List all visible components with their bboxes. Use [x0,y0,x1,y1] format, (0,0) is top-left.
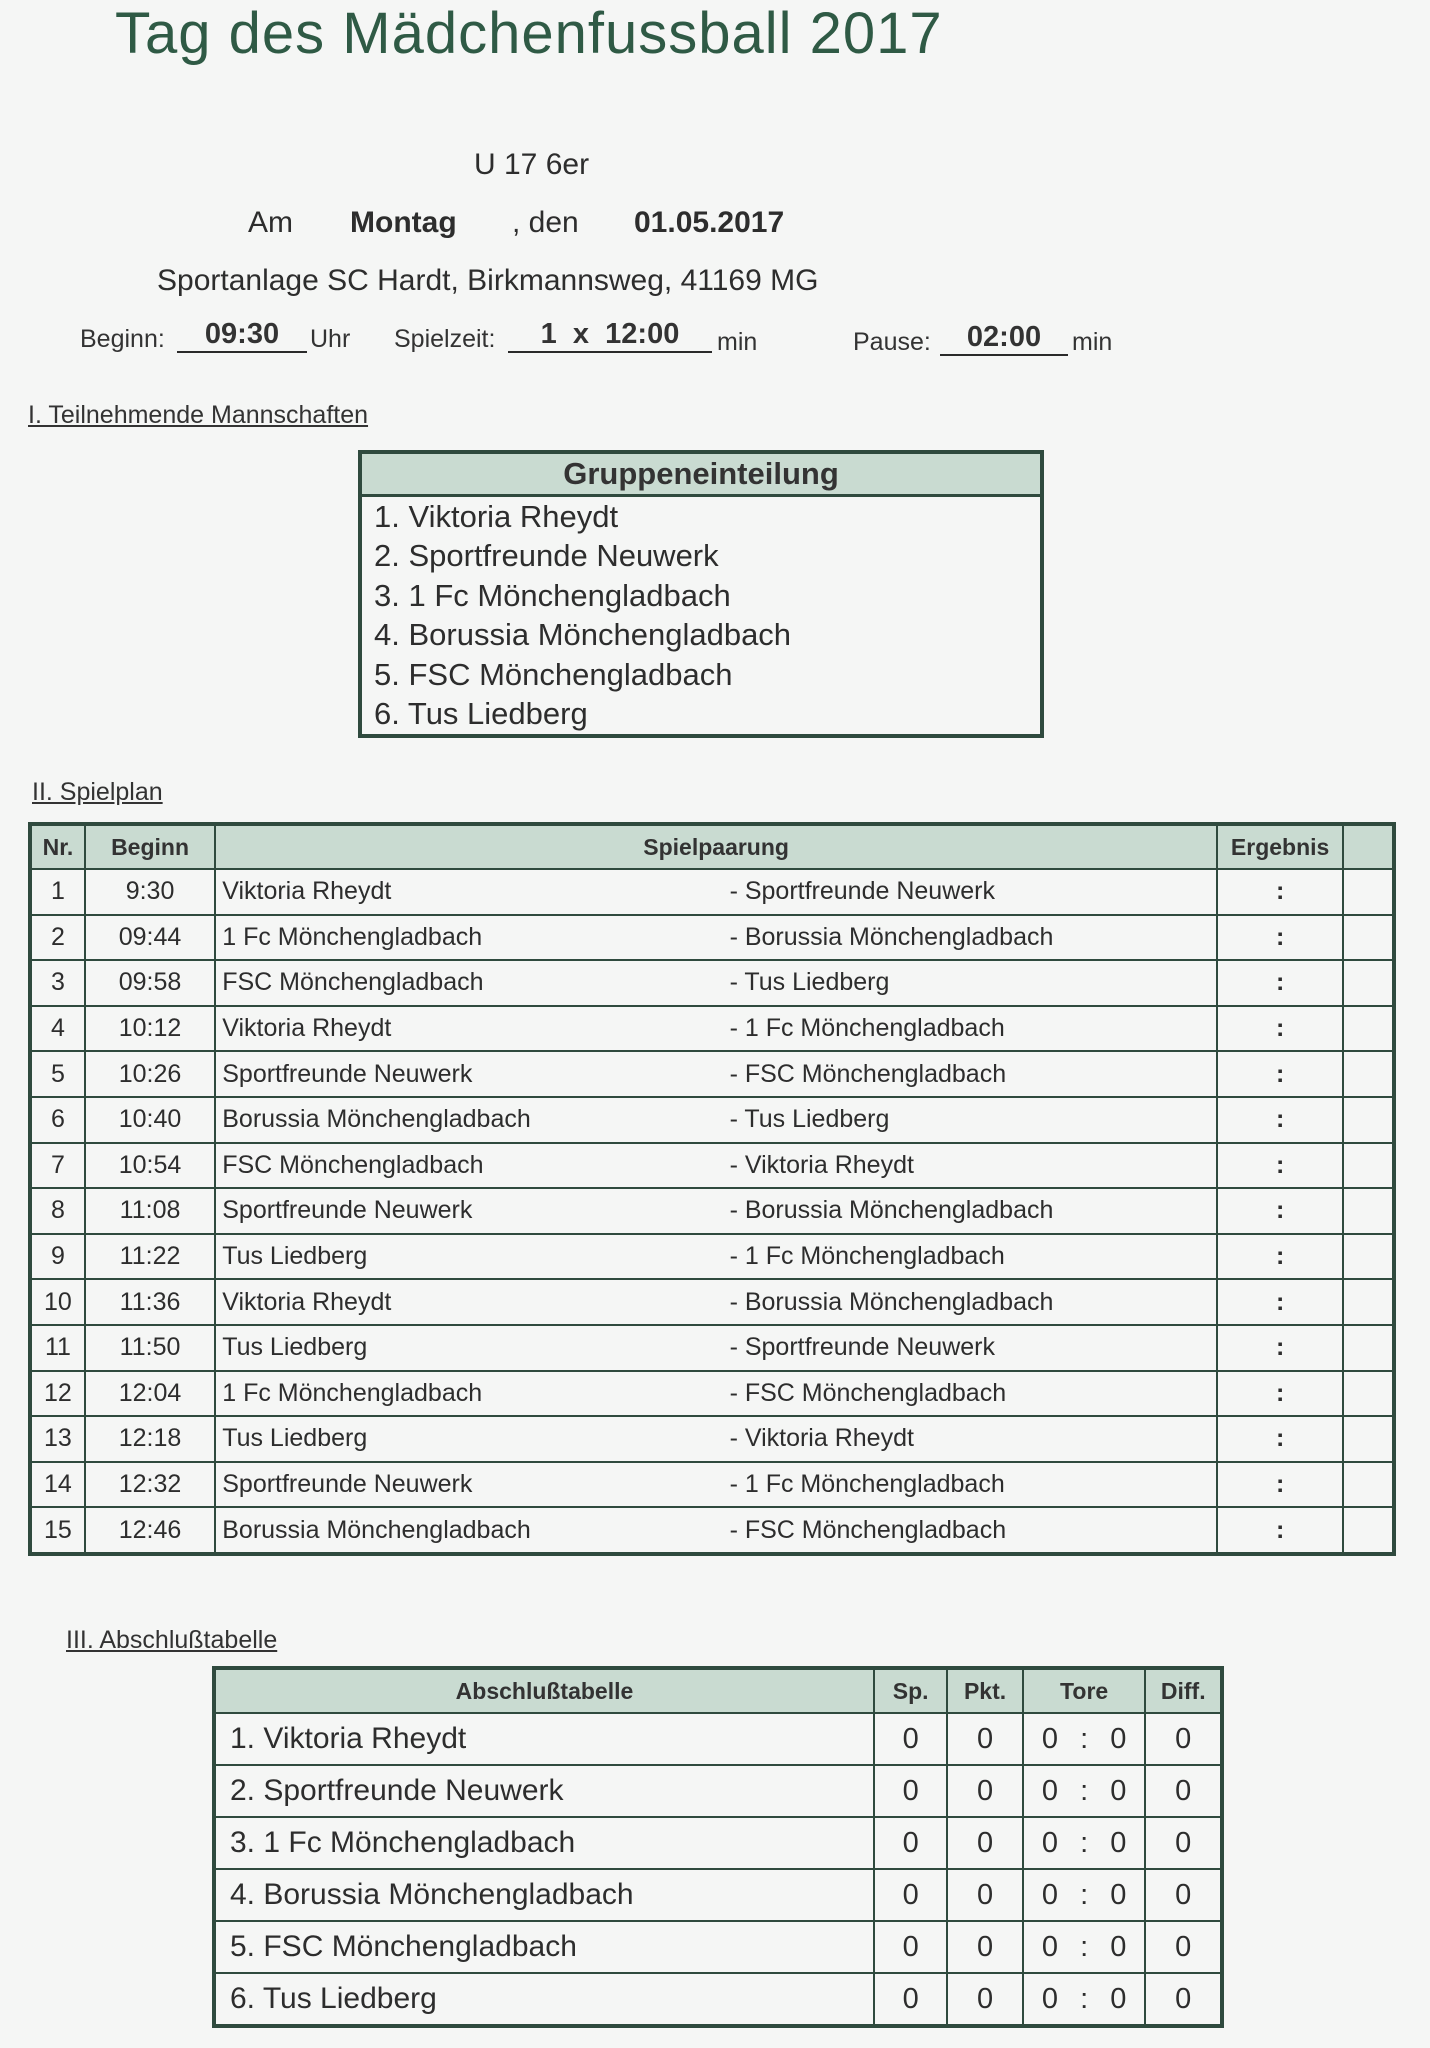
match-time: 10:12 [85,1006,215,1052]
match-extra-cell [1343,869,1394,915]
standings-games: 0 [874,1869,947,1921]
match-time: 09:44 [85,915,215,961]
group-team: 5. FSC Mönchengladbach [374,656,733,692]
group-table-header: Gruppeneinteilung [360,452,1042,496]
match-time: 12:32 [85,1462,215,1508]
standings-games: 0 [874,1765,947,1817]
match-row [30,1416,1394,1462]
standings-goals: 0 : 0 [1023,1921,1146,1973]
match-result: : [1217,1371,1343,1417]
match-away-team: - FSC Mönchengladbach [730,1507,1217,1554]
match-row [30,1234,1394,1280]
match-row [30,1325,1394,1371]
match-extra-cell [1343,1006,1394,1052]
col-sp-header: Sp. [874,1668,947,1713]
match-away-team: - 1 Fc Mönchengladbach [730,1234,1217,1280]
standings-points: 0 [947,1765,1022,1817]
match-nr: 11 [30,1325,85,1371]
begin-unit: Uhr [310,325,351,353]
standings-diff: 0 [1145,1817,1222,1869]
col-result-header: Ergebnis [1217,824,1343,869]
match-time: 12:18 [85,1416,215,1462]
match-result: : [1217,1006,1343,1052]
match-row [30,1188,1394,1234]
match-nr: 9 [30,1234,85,1280]
group-team: 4. Borussia Mönchengladbach [374,617,792,653]
match-time: 10:54 [85,1143,215,1189]
date-weekday: Montag [350,206,457,239]
match-nr: 14 [30,1462,85,1508]
match-home-team: FSC Mönchengladbach [215,960,729,1006]
match-away-team: - Viktoria Rheydt [730,1416,1217,1462]
match-home-team: Tus Liedberg [215,1325,729,1371]
match-time: 11:22 [85,1234,215,1280]
match-extra-cell [1343,1143,1394,1189]
date-am-label: Am [248,206,293,239]
playtime-unit: min [717,328,758,356]
col-pairing-header: Spielpaarung [215,824,1217,869]
match-extra-cell [1343,915,1394,961]
begin-value: 09:30 [177,318,307,353]
category-label: U 17 6er [474,148,590,181]
match-row [30,1051,1394,1097]
match-nr: 3 [30,960,85,1006]
col-tore-header: Tore [1023,1668,1146,1713]
section-teams-heading: I. Teilnehmende Mannschaften [28,401,369,429]
match-row [30,1462,1394,1508]
group-team: 6. Tus Liedberg [374,696,588,732]
standings-row [214,1765,1222,1817]
standings-points: 0 [947,1869,1022,1921]
match-time: 10:26 [85,1051,215,1097]
section-schedule-heading: II. Spielplan [32,778,163,806]
standings-team: 2. Sportfreunde Neuwerk [214,1765,874,1817]
match-nr: 12 [30,1371,85,1417]
standings-diff: 0 [1145,1765,1222,1817]
match-extra-cell [1343,1507,1394,1554]
match-nr: 1 [30,869,85,915]
standings-row [214,1921,1222,1973]
group-team: 2. Sportfreunde Neuwerk [374,538,719,574]
match-extra-cell [1343,1051,1394,1097]
group-team: 3. 1 Fc Mönchengladbach [374,577,731,613]
match-nr: 5 [30,1051,85,1097]
col-pkt-header: Pkt. [947,1668,1022,1713]
match-away-team: - Borussia Mönchengladbach [730,1188,1217,1234]
match-away-team: - 1 Fc Mönchengladbach [730,1006,1217,1052]
pause-unit: min [1072,328,1113,356]
match-result: : [1217,869,1343,915]
date-den-label: , den [512,206,579,239]
schedule-table [28,822,1396,1556]
match-extra-cell [1343,1325,1394,1371]
standings-team: 3. 1 Fc Mönchengladbach [214,1817,874,1869]
match-nr: 13 [30,1416,85,1462]
match-result: : [1217,1097,1343,1143]
playtime-label: Spielzeit: [394,325,496,353]
match-extra-cell [1343,1279,1394,1325]
pause-label: Pause: [853,328,931,356]
match-home-team: Viktoria Rheydt [215,1279,729,1325]
match-result: : [1217,1279,1343,1325]
match-away-team: - 1 Fc Mönchengladbach [730,1462,1217,1508]
match-away-team: - FSC Mönchengladbach [730,1371,1217,1417]
match-extra-cell [1343,1097,1394,1143]
match-row [30,1279,1394,1325]
standings-team: 4. Borussia Mönchengladbach [214,1869,874,1921]
standings-row [214,1973,1222,2026]
match-time: 12:04 [85,1371,215,1417]
standings-diff: 0 [1145,1973,1222,2026]
match-result: : [1217,1507,1343,1554]
standings-row [214,1869,1222,1921]
match-away-team: - Viktoria Rheydt [730,1143,1217,1189]
match-extra-cell [1343,1234,1394,1280]
match-nr: 6 [30,1097,85,1143]
match-row [30,1006,1394,1052]
begin-label: Beginn: [80,325,165,353]
standings-goals: 0 : 0 [1023,1713,1146,1765]
match-time: 11:50 [85,1325,215,1371]
match-time: 10:40 [85,1097,215,1143]
standings-goals: 0 : 0 [1023,1817,1146,1869]
match-time: 11:08 [85,1188,215,1234]
standings-games: 0 [874,1817,947,1869]
match-extra-cell [1343,1416,1394,1462]
match-away-team: - Sportfreunde Neuwerk [730,1325,1217,1371]
match-nr: 7 [30,1143,85,1189]
standings-points: 0 [947,1713,1022,1765]
match-row [30,1097,1394,1143]
match-extra-cell [1343,1188,1394,1234]
match-time: 09:58 [85,960,215,1006]
match-time: 9:30 [85,869,215,915]
standings-team: 5. FSC Mönchengladbach [214,1921,874,1973]
match-extra-cell [1343,1371,1394,1417]
match-row [30,1507,1394,1554]
match-result: : [1217,915,1343,961]
standings-points: 0 [947,1973,1022,2026]
match-extra-cell [1343,1462,1394,1508]
match-home-team: Borussia Mönchengladbach [215,1507,729,1554]
standings-points: 0 [947,1817,1022,1869]
match-nr: 15 [30,1507,85,1554]
standings-diff: 0 [1145,1869,1222,1921]
match-row [30,960,1394,1006]
match-result: : [1217,1188,1343,1234]
pause-value: 02:00 [940,321,1068,356]
venue-address: Sportanlage SC Hardt, Birkmannsweg, 41169 MG [157,264,819,297]
standings-goals: 0 : 0 [1023,1869,1146,1921]
event-date: 01.05.2017 [634,206,785,239]
match-home-team: 1 Fc Mönchengladbach [215,915,729,961]
match-away-team: - Borussia Mönchengladbach [730,915,1217,961]
match-result: : [1217,1234,1343,1280]
group-table [358,450,1044,738]
col-team-header: Abschlußtabelle [214,1668,874,1713]
match-row [30,915,1394,961]
playtime-value: 1 x 12:00 [508,318,712,353]
match-home-team: Sportfreunde Neuwerk [215,1462,729,1508]
match-result: : [1217,960,1343,1006]
section-final-heading: III. Abschlußtabelle [66,1626,278,1654]
match-home-team: Borussia Mönchengladbach [215,1097,729,1143]
match-result: : [1217,1051,1343,1097]
match-row [30,1371,1394,1417]
match-home-team: Tus Liedberg [215,1234,729,1280]
match-row [30,869,1394,915]
standings-games: 0 [874,1921,947,1973]
match-nr: 10 [30,1279,85,1325]
standings-points: 0 [947,1921,1022,1973]
match-away-team: - Borussia Mönchengladbach [730,1279,1217,1325]
match-away-team: - Tus Liedberg [730,1097,1217,1143]
match-home-team: Sportfreunde Neuwerk [215,1051,729,1097]
match-away-team: - FSC Mönchengladbach [730,1051,1217,1097]
standings-row [214,1713,1222,1765]
match-away-team: - Sportfreunde Neuwerk [730,869,1217,915]
match-nr: 4 [30,1006,85,1052]
standings-team: 1. Viktoria Rheydt [214,1713,874,1765]
match-result: : [1217,1325,1343,1371]
match-home-team: Sportfreunde Neuwerk [215,1188,729,1234]
col-extra-header [1343,824,1394,869]
match-extra-cell [1343,960,1394,1006]
match-time: 12:46 [85,1507,215,1554]
col-begin-header: Beginn [85,824,215,869]
match-home-team: 1 Fc Mönchengladbach [215,1371,729,1417]
standings-goals: 0 : 0 [1023,1973,1146,2026]
match-result: : [1217,1143,1343,1189]
standings-goals: 0 : 0 [1023,1765,1146,1817]
standings-games: 0 [874,1713,947,1765]
match-row [30,1143,1394,1189]
match-home-team: Tus Liedberg [215,1416,729,1462]
match-home-team: FSC Mönchengladbach [215,1143,729,1189]
standings-row [214,1817,1222,1869]
standings-team: 6. Tus Liedberg [214,1973,874,2026]
final-standings-table [212,1666,1224,2028]
standings-diff: 0 [1145,1921,1222,1973]
match-time: 11:36 [85,1279,215,1325]
match-result: : [1217,1462,1343,1508]
match-home-team: Viktoria Rheydt [215,1006,729,1052]
standings-diff: 0 [1145,1713,1222,1765]
page-title: Tag des Mädchenfussball 2017 [115,1,943,66]
match-home-team: Viktoria Rheydt [215,869,729,915]
match-result: : [1217,1416,1343,1462]
match-nr: 8 [30,1188,85,1234]
match-away-team: - Tus Liedberg [730,960,1217,1006]
group-team: 1. Viktoria Rheydt [374,498,619,534]
standings-games: 0 [874,1973,947,2026]
col-diff-header: Diff. [1145,1668,1222,1713]
col-nr-header: Nr. [30,824,85,869]
match-nr: 2 [30,915,85,961]
